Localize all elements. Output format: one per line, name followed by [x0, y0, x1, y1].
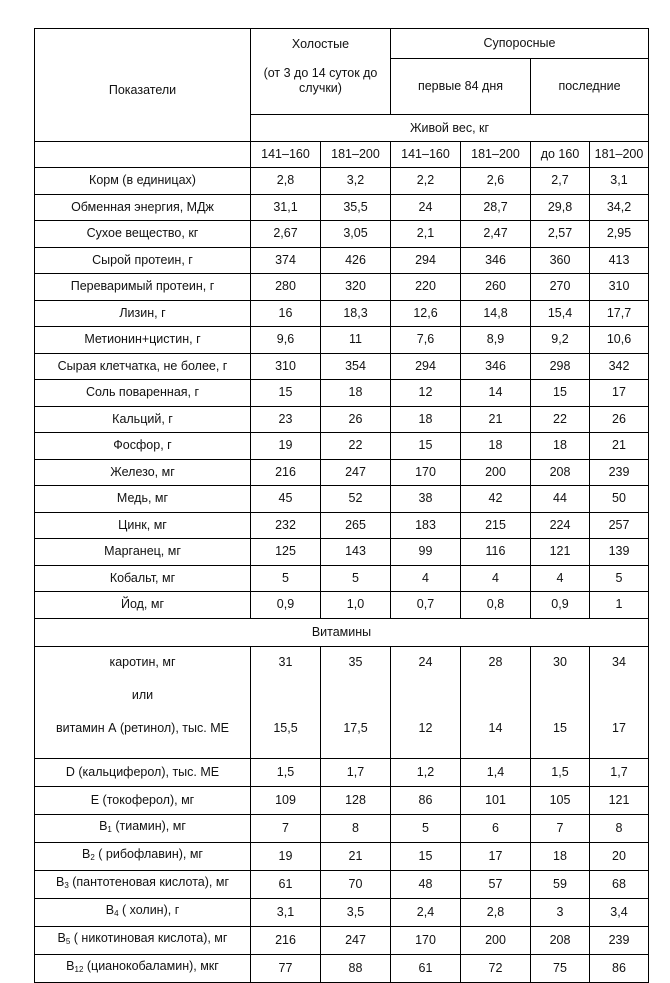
- vitamin-value: 109: [251, 786, 321, 814]
- row-value: 15,4: [531, 300, 590, 327]
- row-value: 5: [590, 565, 649, 592]
- vitamin-value: 3,4: [590, 898, 649, 926]
- row-value: 215: [461, 512, 531, 539]
- row-value: 21: [461, 406, 531, 433]
- vitamin-label-prefix: B: [57, 931, 66, 945]
- vitamin-value: 8: [590, 814, 649, 842]
- single-header: Холостые: [291, 37, 350, 51]
- vitamin-value: 3: [531, 898, 590, 926]
- vitamin-value: 239: [590, 926, 649, 954]
- vitamin-label: [35, 926, 251, 954]
- row-value: 5: [251, 565, 321, 592]
- row-value: 99: [391, 539, 461, 566]
- table-row: [35, 300, 649, 327]
- row-value: 17: [590, 380, 649, 407]
- empty-cell: [35, 142, 251, 168]
- vitamin-value: 20: [590, 842, 649, 870]
- vitamin-label-prefix: B: [99, 819, 108, 833]
- table-row: [35, 247, 649, 274]
- row-value: 17,7: [590, 300, 649, 327]
- row-value: 143: [321, 539, 391, 566]
- row-value: 2,7: [531, 168, 590, 195]
- vitamin-value: 15: [391, 842, 461, 870]
- weight-header-row: [35, 142, 649, 168]
- vitamin-value: 7: [251, 814, 321, 842]
- row-value: 50: [590, 486, 649, 513]
- row-value: 16: [251, 300, 321, 327]
- carotene-value-cell: [531, 646, 590, 758]
- row-value: 2,47: [461, 221, 531, 248]
- row-value: 10,6: [590, 327, 649, 354]
- row-value: 15: [531, 380, 590, 407]
- vitamin-label-suffix: (тиамин), мг: [111, 819, 186, 833]
- row-value: 239: [590, 459, 649, 486]
- vitamin-label-subscript: 2: [90, 853, 95, 862]
- row-value: 5: [321, 565, 391, 592]
- vitamin-label-suffix: ( никотиновая кислота), мг: [70, 931, 228, 945]
- vitamin-value: 70: [321, 870, 391, 898]
- vitamin-label: [35, 842, 251, 870]
- row-value: 35,5: [321, 194, 391, 221]
- row-value: 42: [461, 486, 531, 513]
- vitamin-value: 2,8: [461, 898, 531, 926]
- vitamin-label: [35, 898, 251, 926]
- vitamin-value: 216: [251, 926, 321, 954]
- row-value: 45: [251, 486, 321, 513]
- carotene-label-or: или: [131, 687, 154, 702]
- row-value: 426: [321, 247, 391, 274]
- table-row: [35, 194, 649, 221]
- row-value: 280: [251, 274, 321, 301]
- weight-header: 141–160: [391, 142, 461, 168]
- row-label: Сырая клетчатка, не более, г: [35, 353, 251, 380]
- vitamin-label-prefix: B: [105, 903, 115, 917]
- vitamin-value: 2,4: [391, 898, 461, 926]
- row-value: 4: [531, 565, 590, 592]
- row-value: 52: [321, 486, 391, 513]
- row-value: 116: [461, 539, 531, 566]
- row-value: 360: [531, 247, 590, 274]
- carotene-value: 28: [488, 654, 503, 669]
- row-value: 12,6: [391, 300, 461, 327]
- row-value: 2,8: [251, 168, 321, 195]
- table-row: [35, 592, 649, 619]
- row-value: 413: [590, 247, 649, 274]
- row-value: 29,8: [531, 194, 590, 221]
- vitamin-value: 61: [391, 954, 461, 982]
- row-value: 320: [321, 274, 391, 301]
- vitamin-label-suffix: ( рибофлавин), мг: [94, 847, 203, 861]
- row-value: 23: [251, 406, 321, 433]
- vitamin-value: 77: [251, 954, 321, 982]
- vitamin-label-subscript: 12: [74, 965, 84, 974]
- vitamin-label-subscript: 3: [64, 881, 69, 890]
- row-label: Железо, мг: [35, 459, 251, 486]
- weight-header: 181–200: [590, 142, 649, 168]
- row-value: 298: [531, 353, 590, 380]
- vitamin-a-value: 17,5: [343, 720, 368, 735]
- row-value: 21: [590, 433, 649, 460]
- vitamin-label-prefix: D (кальциферол), тыс. МЕ: [65, 764, 220, 779]
- table-row: [35, 168, 649, 195]
- row-value: 18,3: [321, 300, 391, 327]
- row-value: 125: [251, 539, 321, 566]
- row-label: Лизин, г: [35, 300, 251, 327]
- row-value: 2,6: [461, 168, 531, 195]
- row-value: 4: [391, 565, 461, 592]
- row-label: Цинк, мг: [35, 512, 251, 539]
- carotene-value-cell: [461, 646, 531, 758]
- vitamin-label: [35, 786, 251, 814]
- table-row: [35, 327, 649, 354]
- vitamin-value: 61: [251, 870, 321, 898]
- pregnant-header: Супоросные: [391, 29, 649, 59]
- row-value: 3,1: [590, 168, 649, 195]
- row-value: 22: [321, 433, 391, 460]
- vitamin-row: [35, 926, 649, 954]
- row-value: 374: [251, 247, 321, 274]
- row-value: 294: [391, 353, 461, 380]
- vitamin-value: 3,1: [251, 898, 321, 926]
- row-value: 2,2: [391, 168, 461, 195]
- vitamin-label-subscript: 4: [114, 909, 119, 918]
- row-value: 14,8: [461, 300, 531, 327]
- table-row: [35, 565, 649, 592]
- vitamin-row: [35, 870, 649, 898]
- row-value: 260: [461, 274, 531, 301]
- row-value: 0,7: [391, 592, 461, 619]
- row-value: 2,95: [590, 221, 649, 248]
- row-value: 15: [251, 380, 321, 407]
- row-value: 9,2: [531, 327, 590, 354]
- table-row: [35, 459, 649, 486]
- vitamin-value: 6: [461, 814, 531, 842]
- vitamin-row: [35, 898, 649, 926]
- vitamin-label: [35, 870, 251, 898]
- vitamin-value: 88: [321, 954, 391, 982]
- vitamin-value: 1,2: [391, 758, 461, 786]
- vitamin-label: [35, 954, 251, 982]
- row-value: 342: [590, 353, 649, 380]
- row-value: 18: [321, 380, 391, 407]
- vitamin-label-suffix: ( холин), г: [118, 903, 180, 917]
- row-value: 18: [531, 433, 590, 460]
- vitamin-a-value: 15,5: [273, 720, 298, 735]
- single-header-cell: [251, 29, 391, 115]
- row-value: 2,57: [531, 221, 590, 248]
- row-value: 18: [461, 433, 531, 460]
- row-value: 208: [531, 459, 590, 486]
- vitamin-value: 1,5: [531, 758, 590, 786]
- vitamin-value: 121: [590, 786, 649, 814]
- table-row: [35, 486, 649, 513]
- row-value: 2,1: [391, 221, 461, 248]
- row-label: Метионин+цистин, г: [35, 327, 251, 354]
- row-value: 310: [590, 274, 649, 301]
- vitamin-value: 75: [531, 954, 590, 982]
- vitamin-label: [35, 814, 251, 842]
- vitamins-row: [35, 618, 649, 646]
- row-label: Корм (в единицах): [35, 168, 251, 195]
- row-value: 170: [391, 459, 461, 486]
- vitamin-value: 1,5: [251, 758, 321, 786]
- row-value: 232: [251, 512, 321, 539]
- row-value: 26: [321, 406, 391, 433]
- carotene-row: [35, 646, 649, 758]
- carotene-value: 31: [278, 654, 293, 669]
- row-value: 7,6: [391, 327, 461, 354]
- vitamins-title: Витамины: [35, 618, 649, 646]
- vitamin-row: [35, 786, 649, 814]
- row-value: 294: [391, 247, 461, 274]
- row-label: Йод, мг: [35, 592, 251, 619]
- vitamin-label-subscript: 1: [107, 825, 112, 834]
- vitamin-value: 1,7: [590, 758, 649, 786]
- vitamin-value: 86: [391, 786, 461, 814]
- row-value: 31,1: [251, 194, 321, 221]
- vitamin-value: 18: [531, 842, 590, 870]
- row-value: 270: [531, 274, 590, 301]
- row-value: 18: [391, 406, 461, 433]
- vitamin-a-value: 17: [612, 720, 626, 735]
- row-label: Соль поваренная, г: [35, 380, 251, 407]
- vitamin-a-value: 12: [418, 720, 433, 735]
- vitamin-value: 3,5: [321, 898, 391, 926]
- row-label: Медь, мг: [35, 486, 251, 513]
- feed-norms-table: [34, 28, 649, 983]
- vitamin-value: 128: [321, 786, 391, 814]
- vitamin-value: 21: [321, 842, 391, 870]
- row-value: 139: [590, 539, 649, 566]
- vitamin-value: 105: [531, 786, 590, 814]
- vitamin-value: 101: [461, 786, 531, 814]
- indicator-header: Показатели: [35, 29, 251, 142]
- vitamin-value: 72: [461, 954, 531, 982]
- vitamin-value: 247: [321, 926, 391, 954]
- weight-header: 141–160: [251, 142, 321, 168]
- vitamin-value: 57: [461, 870, 531, 898]
- row-value: 265: [321, 512, 391, 539]
- table-row: [35, 539, 649, 566]
- row-value: 183: [391, 512, 461, 539]
- vitamin-value: 68: [590, 870, 649, 898]
- row-value: 22: [531, 406, 590, 433]
- row-value: 15: [391, 433, 461, 460]
- carotene-label-label-b: витамин А (ретинол), тыс. МЕ: [56, 720, 229, 735]
- row-value: 12: [391, 380, 461, 407]
- row-value: 28,7: [461, 194, 531, 221]
- vitamin-a-value: 15: [553, 720, 567, 735]
- row-value: 354: [321, 353, 391, 380]
- row-value: 310: [251, 353, 321, 380]
- first-84-days-header: первые 84 дня: [391, 59, 531, 115]
- row-value: 44: [531, 486, 590, 513]
- vitamin-value: 8: [321, 814, 391, 842]
- row-value: 3,05: [321, 221, 391, 248]
- table-row: [35, 221, 649, 248]
- vitamin-value: 5: [391, 814, 461, 842]
- row-label: Сырой протеин, г: [35, 247, 251, 274]
- vitamin-value: 59: [531, 870, 590, 898]
- row-value: 2,67: [251, 221, 321, 248]
- vitamin-label-prefix: B: [55, 875, 65, 889]
- vitamin-value: 17: [461, 842, 531, 870]
- carotene-label-cell: [35, 646, 251, 758]
- carotene-value: 35: [348, 654, 363, 669]
- row-label: Переваримый протеин, г: [35, 274, 251, 301]
- carotene-value: 24: [418, 654, 433, 669]
- row-value: 121: [531, 539, 590, 566]
- row-value: 4: [461, 565, 531, 592]
- row-value: 220: [391, 274, 461, 301]
- last-period-header: последние: [531, 59, 649, 115]
- row-value: 34,2: [590, 194, 649, 221]
- row-value: 38: [391, 486, 461, 513]
- single-note: (от 3 до 14 суток до случки): [263, 66, 378, 95]
- row-value: 216: [251, 459, 321, 486]
- carotene-value-cell: [321, 646, 391, 758]
- table-row: [35, 353, 649, 380]
- vitamin-value: 86: [590, 954, 649, 982]
- table-row: [35, 406, 649, 433]
- row-label: Марганец, мг: [35, 539, 251, 566]
- vitamin-value: 1,4: [461, 758, 531, 786]
- vitamin-a-value: 14: [488, 720, 503, 735]
- row-value: 200: [461, 459, 531, 486]
- carotene-label-label-a: каротин, мг: [109, 654, 176, 669]
- table-row: [35, 274, 649, 301]
- row-value: 8,9: [461, 327, 531, 354]
- vitamin-value: 7: [531, 814, 590, 842]
- row-label: Сухое вещество, кг: [35, 221, 251, 248]
- row-value: 247: [321, 459, 391, 486]
- row-value: 1: [590, 592, 649, 619]
- table-row: [35, 433, 649, 460]
- vitamin-row: [35, 954, 649, 982]
- row-value: 1,0: [321, 592, 391, 619]
- row-label: Обменная энергия, МДж: [35, 194, 251, 221]
- row-value: 26: [590, 406, 649, 433]
- carotene-value-cell: [391, 646, 461, 758]
- carotene-value-cell: [590, 646, 649, 758]
- vitamin-label: [35, 758, 251, 786]
- live-weight-header: Живой вес, кг: [251, 115, 649, 142]
- row-value: 257: [590, 512, 649, 539]
- carotene-value: 34: [612, 654, 626, 669]
- weight-header: 181–200: [321, 142, 391, 168]
- vitamin-label-prefix: E (токоферол), мг: [90, 792, 195, 807]
- vitamin-value: 208: [531, 926, 590, 954]
- vitamin-label-prefix: B: [66, 959, 75, 973]
- table-row: [35, 512, 649, 539]
- vitamin-value: 48: [391, 870, 461, 898]
- row-label: Фосфор, г: [35, 433, 251, 460]
- row-value: 0,8: [461, 592, 531, 619]
- row-value: 14: [461, 380, 531, 407]
- vitamin-value: 170: [391, 926, 461, 954]
- weight-header: до 160: [531, 142, 590, 168]
- row-value: 346: [461, 247, 531, 274]
- feed-norms-table-wrapper: [34, 28, 648, 983]
- row-label: Кальций, г: [35, 406, 251, 433]
- vitamin-label-prefix: B: [82, 847, 91, 861]
- vitamin-label-suffix: (пантотеновая кислота), мг: [68, 875, 229, 889]
- carotene-value-cell: [251, 646, 321, 758]
- weight-header: 181–200: [461, 142, 531, 168]
- row-label: Кобальт, мг: [35, 565, 251, 592]
- vitamin-value: 19: [251, 842, 321, 870]
- vitamin-row: [35, 758, 649, 786]
- row-value: 3,2: [321, 168, 391, 195]
- table-row: [35, 380, 649, 407]
- vitamin-row: [35, 814, 649, 842]
- row-value: 0,9: [251, 592, 321, 619]
- row-value: 9,6: [251, 327, 321, 354]
- carotene-value: 30: [553, 654, 567, 669]
- row-value: 224: [531, 512, 590, 539]
- row-value: 0,9: [531, 592, 590, 619]
- row-value: 19: [251, 433, 321, 460]
- row-value: 24: [391, 194, 461, 221]
- vitamin-label-suffix: (цианокобаламин), мкг: [83, 959, 219, 973]
- vitamin-label-subscript: 5: [65, 937, 71, 946]
- row-value: 346: [461, 353, 531, 380]
- vitamin-value: 1,7: [321, 758, 391, 786]
- vitamin-row: [35, 842, 649, 870]
- vitamin-value: 200: [461, 926, 531, 954]
- row-value: 11: [321, 327, 391, 354]
